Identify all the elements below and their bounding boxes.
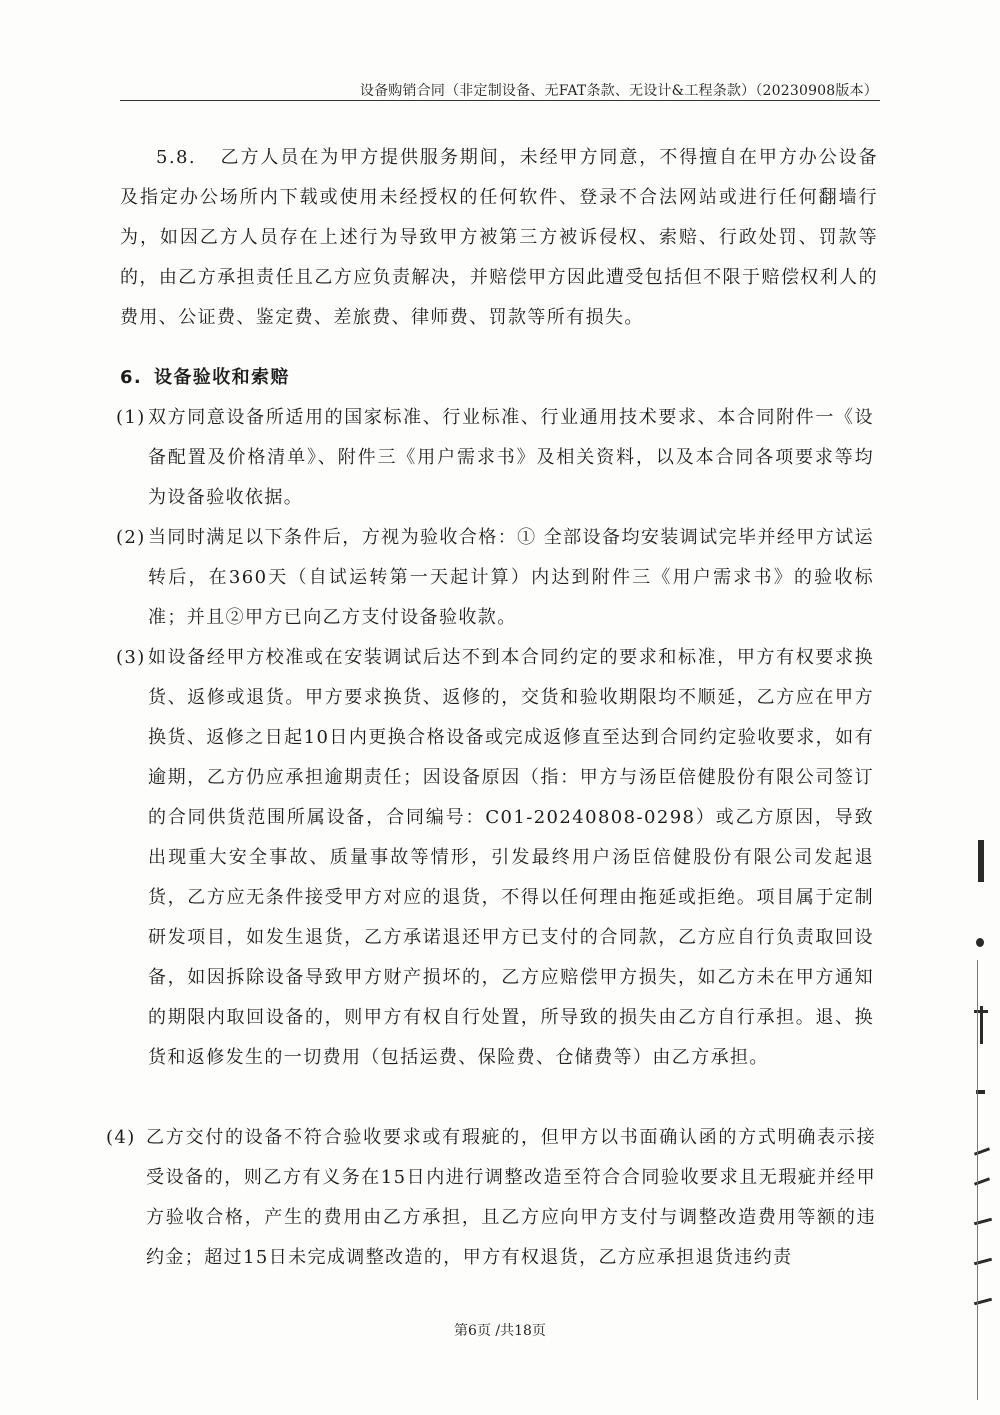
item-number: (1) [116,407,146,428]
item-text: 如设备经甲方校准或在安装调试后达不到本合同约定的要求和标准，甲方有权要求换货、返修或退货。甲方要求换货、返修的，交货和验收期限均不顺延，乙方应在甲方换货、返修之日起10日内更换合格设备或完成返修直至达到合同约定验收要求，如有逾期，乙方仍应承担逾期责任；因设备原因（指：甲方与汤臣倍健股份有限公司签订的合同供货范围所属设备，合同编号：C01-20240808-0298）或乙方原因，导致出现重大安全事故、质量事故等情形，引发最终用户汤臣倍健股份有限公司发起退货，乙方应无条件接受甲方对应的退货，不得以任何理由拖延或拒绝。项目属于定制研发项目，如发生退货，乙方承诺退还甲方已支付的合同款，乙方应自行负责取回设备，如因拆除设备导致甲方财产损坏的，乙方应赔偿甲方损失，如乙方未在甲方通知的期限内取回设备的，则甲方有权自行处置，所导致的损失由乙方自行承担。退、换货和返修发生的一切费用（包括运费、保险费、仓储费等）由乙方承担。 [148,647,874,1068]
seal-edge-marks [960,820,1000,1380]
item-number: (2) [116,527,146,548]
section-title: 设备验收和索赔 [154,367,290,388]
page-header: 设备购销合同（非定制设备、无FAT条款、无设计&工程条款）（20230908版本） [359,83,878,99]
list-item [116,638,874,1078]
item-text: 双方同意设备所适用的国家标准、行业标准、行业通用技术要求、本合同附件一《设备配置及价格清单》、附件三《用户需求书》及相关资料，以及本合同各项要求等均为设备验收依据。 [148,407,874,508]
clause-text: 乙方人员在为甲方提供服务期间，未经甲方同意，不得擅自在甲方办公设备及指定办公场所内下载或使用未经授权的任何软件、登录不合法网站或进行任何翻墙行为，如因乙方人员存在上述行为导致甲方被第三方被诉侵权、索赔、行政处罚、罚款等的，由乙方承担责任且乙方应负责解决，并赔偿甲方因此遭受包括但不限于赔偿权利人的费用、公证费、鉴定费、差旅费、律师费、罚款等所有损失。 [120,147,878,328]
item-number: (3) [116,647,146,668]
item-text: 乙方交付的设备不符合验收要求或有瑕疵的，但甲方以书面确认函的方式明确表示接受设备的，则乙方有义务在15日内进行调整改造至符合合同验收要求且无瑕疵并经甲方验收合格，产生的费用由乙方承担，且乙方应向甲方支付与调整改造费用等额的违约金；超过15日未完成调整改造的，甲方有权退货，乙方应承担退货违约责 [146,1127,876,1268]
clause-number: 5.8. [156,147,196,168]
list-item [106,1118,876,1278]
page-footer: 第6页 /共18页 [454,1323,546,1339]
list-item [116,398,874,518]
item-number: (4) [106,1127,136,1148]
header-divider [120,100,880,101]
section-number: 6. [120,367,143,388]
scan-edge-line [977,960,979,1400]
section-heading [120,358,290,398]
list-item [116,518,874,638]
item-text: 当同时满足以下条件后，方视为验收合格：① 全部设备均安装调试完毕并经甲方试运转后，在360天（自试运转第一天起计算）内达到附件三《用户需求书》的验收标准；并且②甲方已向乙方支付设备验收款。 [148,527,874,628]
clause-5-8 [120,138,878,338]
